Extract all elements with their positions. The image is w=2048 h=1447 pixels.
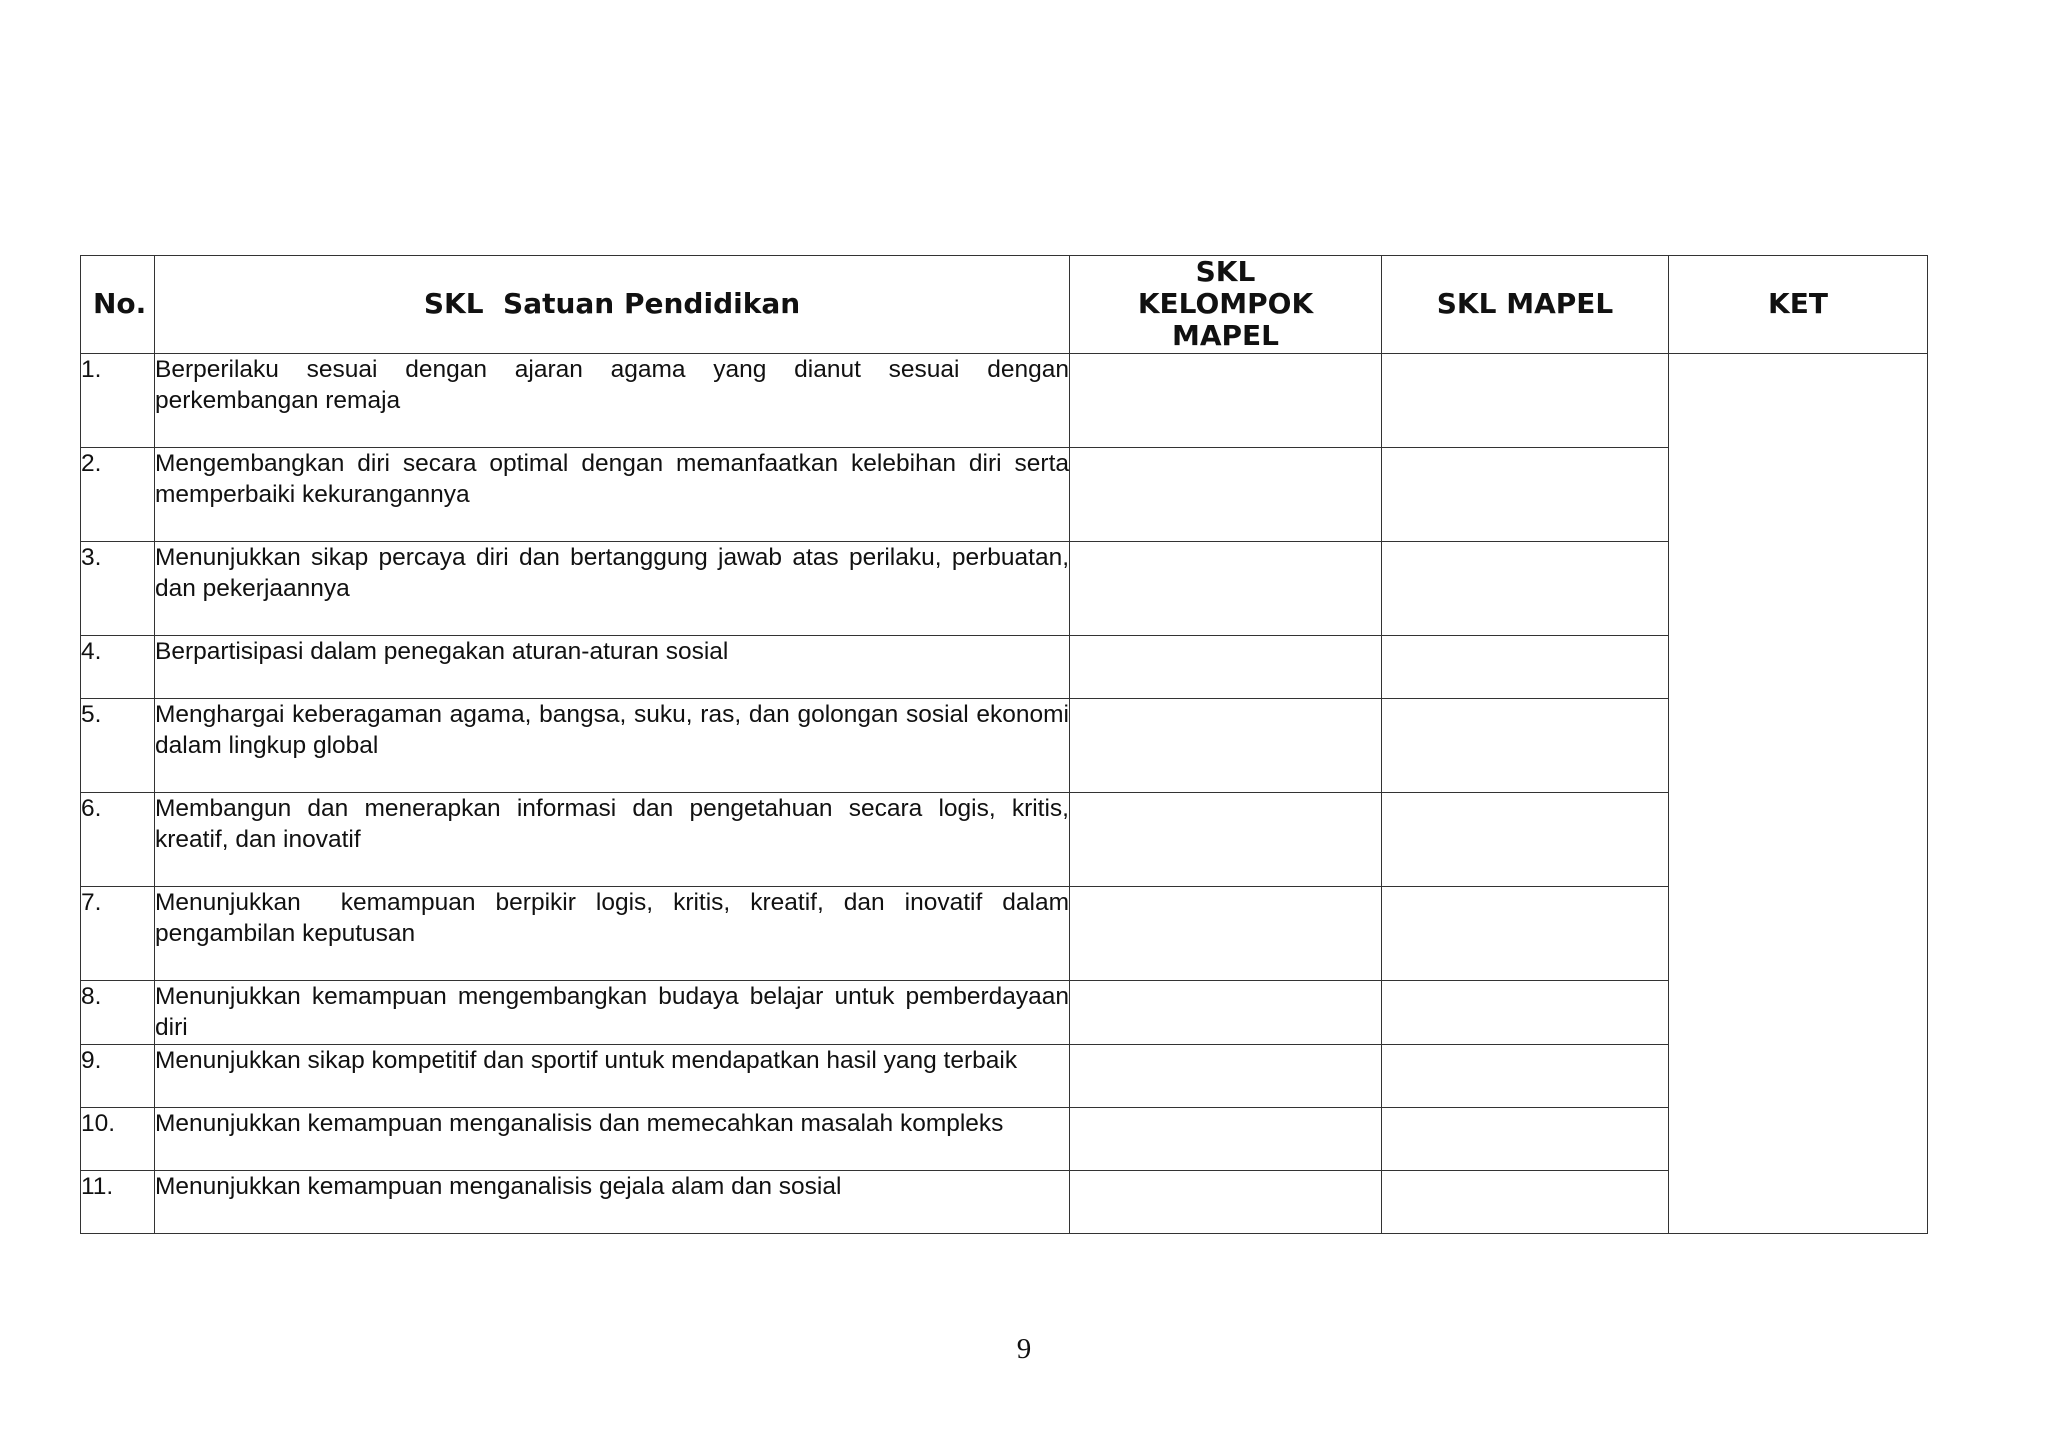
table-header-row [81,256,1928,354]
header-ket: KET [1669,256,1928,354]
page-number: 9 [1016,1333,1032,1365]
header-skl-satuan-pendidikan: SKL Satuan Pendidikan [155,256,1070,354]
row-number: 7. [81,886,155,980]
skl-description: Menunjukkan kemampuan menganalisis dan memecahkan masalah kompleks [155,1108,1070,1171]
skl-description: Berperilaku sesuai dengan ajaran agama yang dianut sesuai dengan perkembangan remaja [155,353,1070,447]
skl-description: Menunjukkan kemampuan menganalisis gejala alam dan sosial [155,1171,1070,1234]
row-number: 9. [81,1045,155,1108]
ket-cell [1669,353,1928,1234]
table-row [81,541,1928,635]
skl-mapel-cell [1382,353,1669,447]
skl-description: Menunjukkan sikap kompetitif dan sportif untuk mendapatkan hasil yang terbaik [155,1045,1070,1108]
skl-mapel-cell [1382,541,1669,635]
row-number: 8. [81,980,155,1045]
skl-description: Menunjukkan sikap percaya diri dan bertanggung jawab atas perilaku, perbuatan, dan pekerjaannya [155,541,1070,635]
header-skl-kelompok-mapel: SKL KELOMPOK MAPEL [1070,256,1382,354]
table-row [81,1171,1928,1234]
skl-kelompok-cell [1070,635,1382,698]
skl-mapel-cell [1382,792,1669,886]
skl-mapel-cell [1382,886,1669,980]
skl-mapel-cell [1382,698,1669,792]
table-row [81,635,1928,698]
skl-description: Membangun dan menerapkan informasi dan pengetahuan secara logis, kritis, kreatif, dan inovatif [155,792,1070,886]
skl-description: Menghargai keberagaman agama, bangsa, suku, ras, dan golongan sosial ekonomi dalam lingkup global [155,698,1070,792]
skl-table [80,255,1928,1234]
skl-mapel-cell [1382,1045,1669,1108]
table-row [81,886,1928,980]
header-skl-mapel: SKL MAPEL [1382,256,1669,354]
table-row [81,1045,1928,1108]
skl-kelompok-cell [1070,541,1382,635]
table-row [81,698,1928,792]
table-row [81,1108,1928,1171]
skl-kelompok-cell [1070,1108,1382,1171]
skl-mapel-cell [1382,447,1669,541]
row-number: 4. [81,635,155,698]
skl-kelompok-cell [1070,1045,1382,1108]
skl-kelompok-cell [1070,980,1382,1045]
skl-description: Mengembangkan diri secara optimal dengan memanfaatkan kelebihan diri serta memperbaiki kekurangannya [155,447,1070,541]
row-number: 1. [81,353,155,447]
skl-mapel-cell [1382,980,1669,1045]
skl-kelompok-cell [1070,353,1382,447]
skl-mapel-cell [1382,635,1669,698]
skl-kelompok-cell [1070,698,1382,792]
skl-kelompok-cell [1070,792,1382,886]
skl-kelompok-cell [1070,886,1382,980]
table-row [81,792,1928,886]
skl-description: Menunjukkan kemampuan mengembangkan budaya belajar untuk pemberdayaan diri [155,980,1070,1045]
row-number: 2. [81,447,155,541]
table-row [81,447,1928,541]
skl-mapel-cell [1382,1108,1669,1171]
skl-kelompok-cell [1070,447,1382,541]
skl-description: Berpartisipasi dalam penegakan aturan-aturan sosial [155,635,1070,698]
row-number: 11. [81,1171,155,1234]
row-number: 6. [81,792,155,886]
row-number: 5. [81,698,155,792]
skl-description: Menunjukkan kemampuan berpikir logis, kritis, kreatif, dan inovatif dalam pengambilan keputusan [155,886,1070,980]
table-row [81,980,1928,1045]
row-number: 3. [81,541,155,635]
row-number: 10. [81,1108,155,1171]
skl-kelompok-cell [1070,1171,1382,1234]
table-row [81,353,1928,447]
skl-mapel-cell [1382,1171,1669,1234]
header-no: No. [81,256,155,354]
